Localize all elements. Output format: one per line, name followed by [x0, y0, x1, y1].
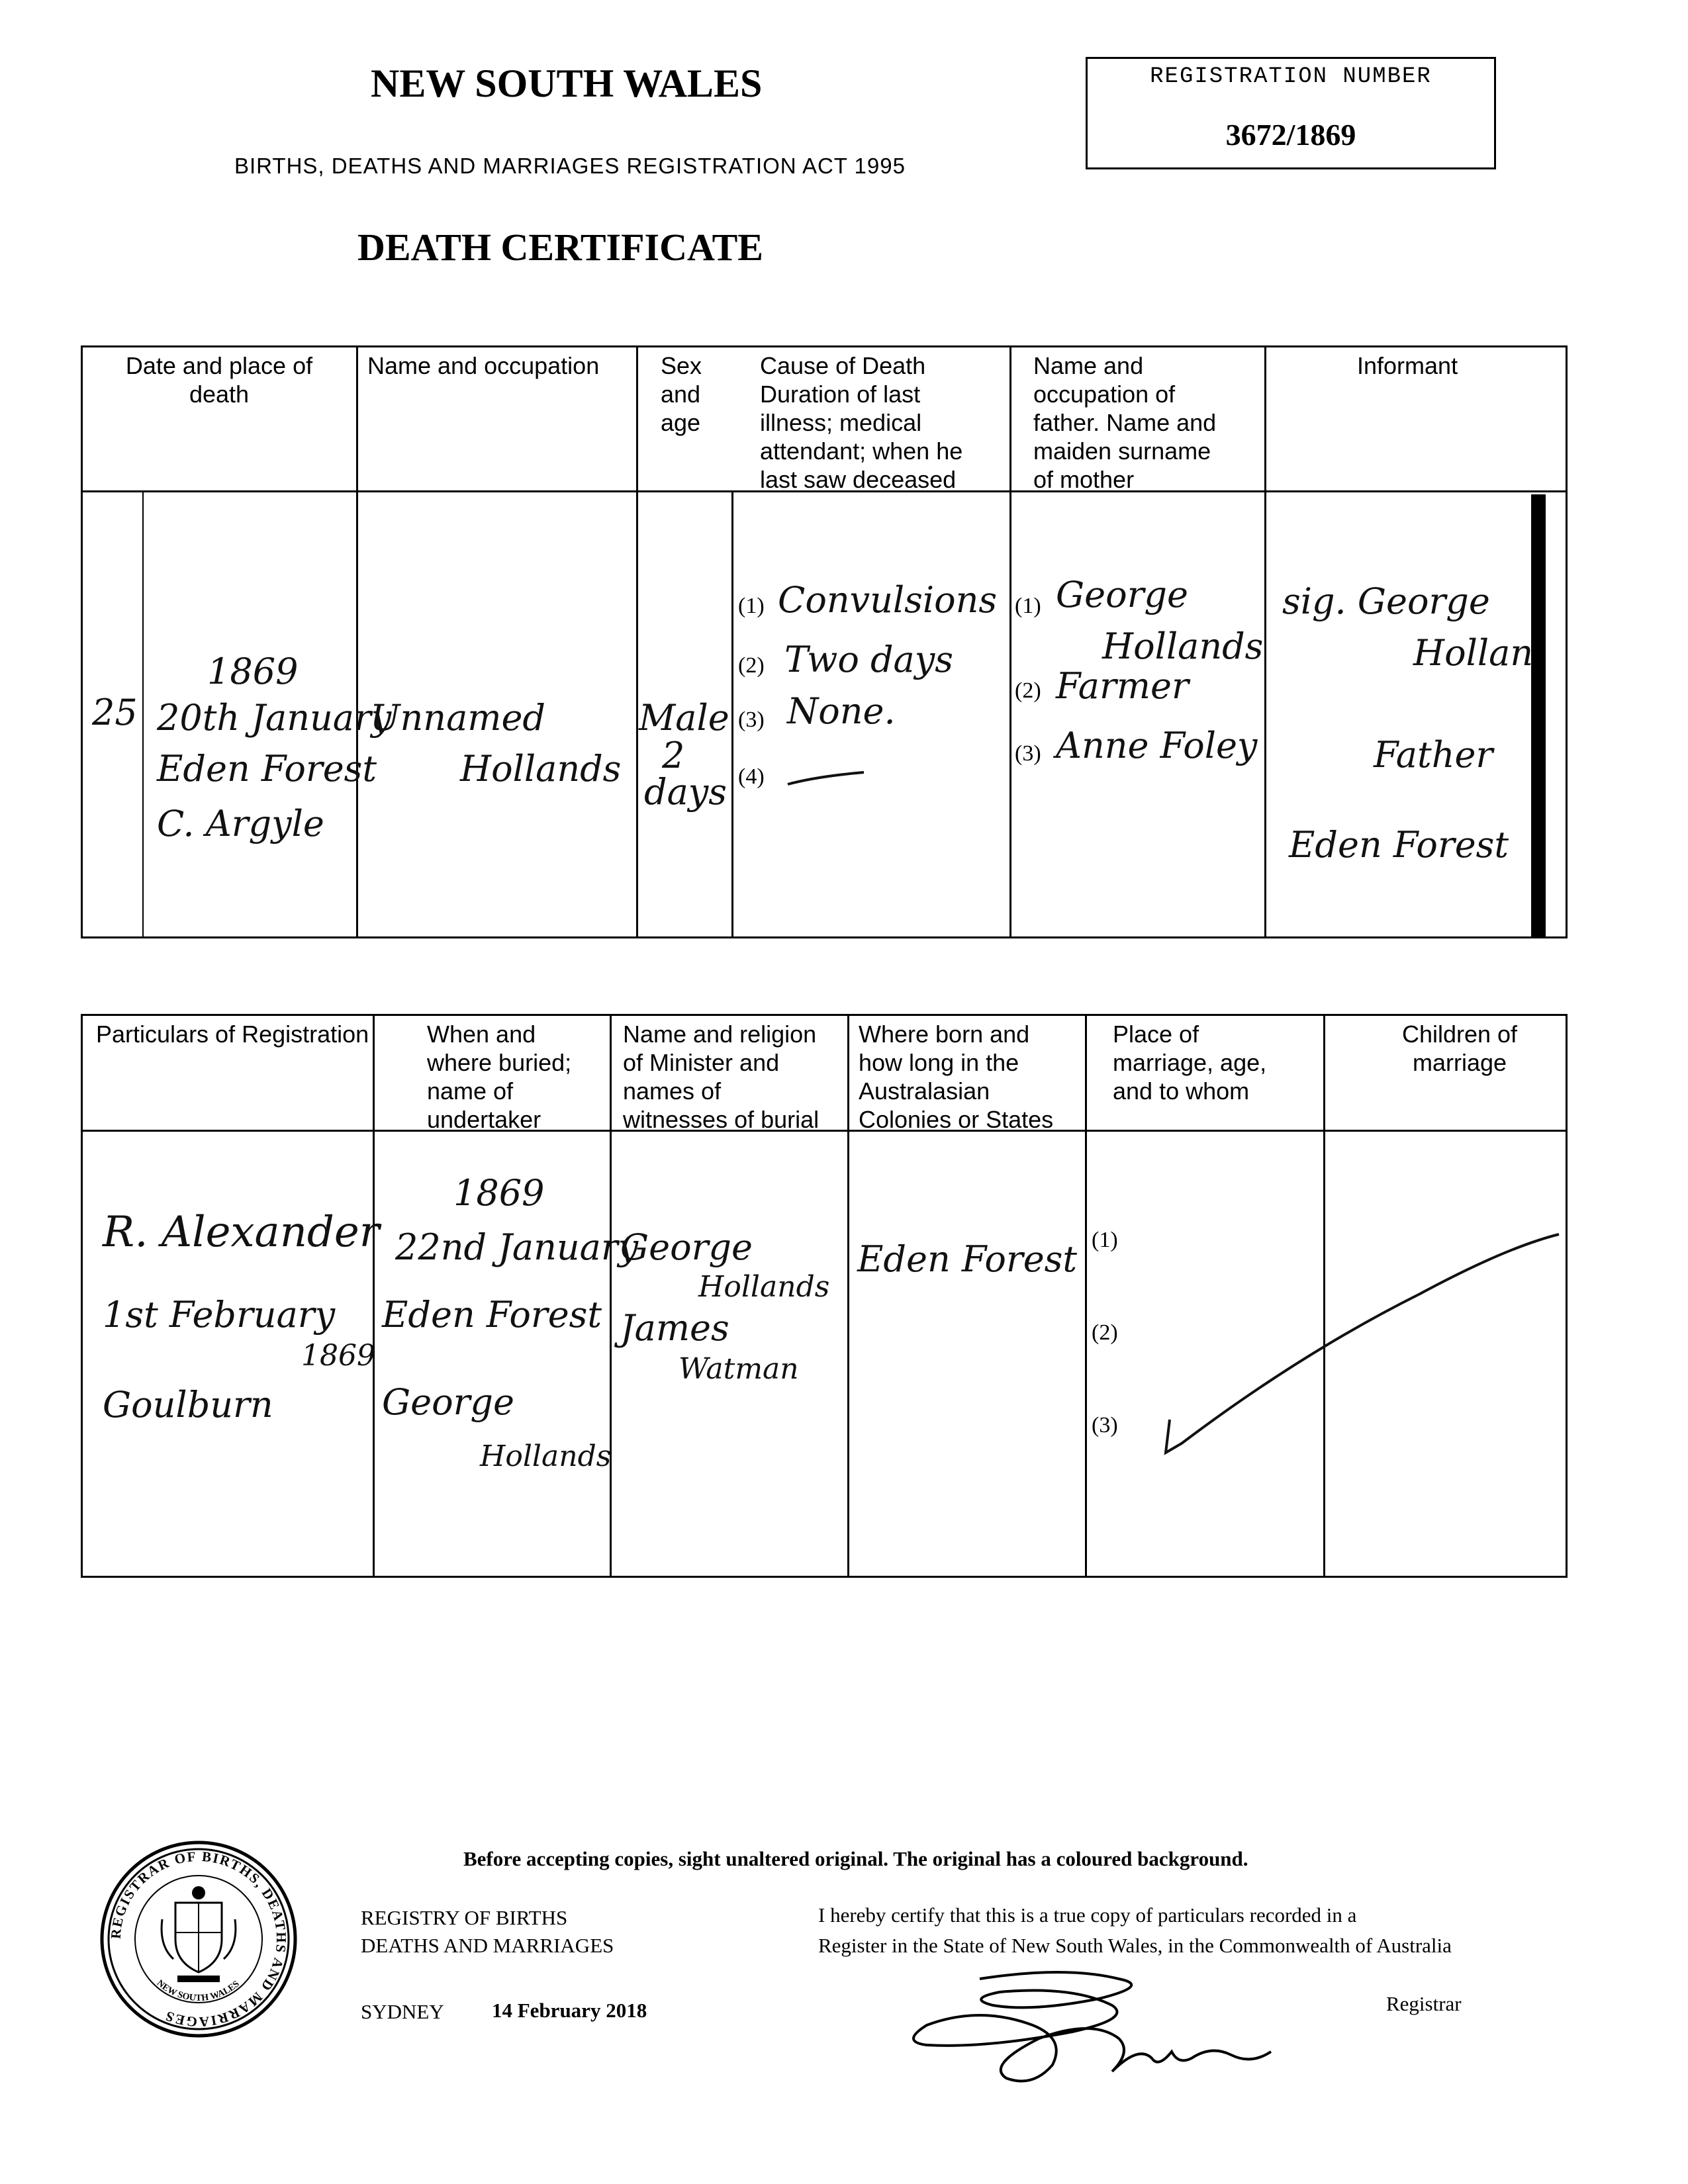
header-sex-age: Sex and age — [661, 352, 702, 436]
burial-year: 1869 — [453, 1172, 545, 1214]
column-divider — [731, 490, 733, 938]
margin-divider — [142, 490, 144, 938]
header-minister: Name and religion of Minister and names of witnesses of burial — [623, 1021, 820, 1133]
marriage-number-2: (2) — [1092, 1320, 1118, 1345]
marriage-number-3: (3) — [1092, 1413, 1118, 1437]
column-divider — [356, 347, 358, 938]
cause-of-death: Convulsions — [778, 579, 998, 621]
registration-number: 3672/1869 — [1225, 118, 1356, 152]
certification-line-1: I hereby certify that this is a true copy of particulars recorded in a — [818, 1903, 1357, 1927]
deceased-age-unit: days — [644, 771, 727, 813]
authenticity-notice: Before accepting copies, sight unaltered original. The original has a coloured background. — [463, 1847, 1248, 1870]
header-name-occupation: Name and occupation — [367, 352, 600, 379]
column-divider — [1264, 347, 1266, 938]
header-cause-of-death: Cause of Death Duration of last illness; medical attendant; when he last saw deceased — [760, 352, 963, 493]
father-occupation: Farmer — [1056, 665, 1189, 707]
state-title: NEW SOUTH WALES — [371, 62, 763, 105]
header-birthplace: Where born and how long in the Australasian Colonies or States — [859, 1021, 1054, 1133]
binding-edge — [1531, 494, 1546, 938]
act-title: BIRTHS, DEATHS AND MARRIAGES REGISTRATION ACT 1995 — [234, 154, 906, 178]
cause-number-2: (2) — [738, 653, 765, 678]
header-informant: Informant — [1357, 352, 1458, 379]
deceased-sex: Male — [639, 697, 729, 739]
cause-number-4: (4) — [738, 764, 765, 789]
death-year: 1869 — [207, 651, 299, 692]
father-number-1: (1) — [1015, 594, 1041, 618]
undertaker-name-1: George — [382, 1381, 514, 1423]
burial-date: 22nd January — [395, 1226, 639, 1268]
header-particulars: Particulars of Registration — [96, 1021, 369, 1048]
registry-line-2: DEATHS AND MARRIAGES — [361, 1934, 614, 1957]
burial-place: Eden Forest — [382, 1294, 602, 1336]
header-father-mother: Name and occupation of father. Name and maiden surname of mother — [1033, 352, 1217, 493]
deceased-name-2: Hollands — [460, 748, 622, 790]
father-surname: Hollands — [1102, 625, 1264, 667]
registry-line-1: REGISTRY OF BIRTHS — [361, 1906, 568, 1929]
registration-year: 1869 — [301, 1339, 375, 1373]
death-place-2: C. Argyle — [157, 803, 324, 844]
medical-attendant: None. — [787, 690, 896, 732]
certification-line-2: Register in the State of New South Wales, in the Commonwealth of Australia — [818, 1934, 1452, 1957]
dash-mark — [784, 758, 870, 791]
informant-relation: Father — [1374, 734, 1493, 776]
father-first-name: George — [1056, 574, 1188, 615]
informant-name-2: Hollan — [1413, 632, 1534, 674]
father-number-2: (2) — [1015, 678, 1041, 703]
witness-1-surname: Hollands — [698, 1270, 830, 1304]
witness-1-first: George — [620, 1226, 753, 1268]
registration-number-label: REGISTRATION NUMBER — [1150, 64, 1432, 89]
death-place-1: Eden Forest — [157, 748, 377, 790]
column-divider — [373, 1016, 375, 1578]
registrar-signature — [900, 1959, 1311, 2091]
death-particulars-table — [81, 345, 1568, 938]
cause-number-3: (3) — [738, 707, 765, 732]
header-date-place: Date and place of death — [125, 352, 313, 408]
svg-text:NEW SOUTH WALES: NEW SOUTH WALES — [154, 1978, 242, 2003]
registration-date: 1st February — [103, 1294, 336, 1336]
undertaker-name-2: Hollands — [480, 1439, 612, 1473]
birthplace: Eden Forest — [857, 1238, 1078, 1280]
father-number-3: (3) — [1015, 741, 1041, 766]
column-divider — [1085, 1016, 1087, 1578]
cancellation-stroke — [1135, 1188, 1566, 1466]
death-date: 20th January — [157, 697, 392, 739]
column-divider — [1009, 347, 1011, 938]
column-divider — [610, 1016, 612, 1578]
witness-2-surname: Watman — [679, 1352, 799, 1386]
mother-name: Anne Foley — [1056, 725, 1258, 766]
header-divider — [83, 1130, 1566, 1132]
deceased-name-1: Unnamed — [370, 697, 545, 739]
column-divider — [847, 1016, 849, 1578]
cause-number-1: (1) — [738, 594, 765, 618]
certificate-title: DEATH CERTIFICATE — [357, 226, 763, 269]
registration-particulars-table — [81, 1014, 1568, 1578]
deceased-age-number: 2 — [662, 735, 685, 776]
registrar-seal — [99, 1840, 298, 2038]
issuing-city: SYDNEY — [361, 2000, 444, 2023]
registration-number-box — [1086, 57, 1496, 169]
informant-residence: Eden Forest — [1289, 824, 1509, 866]
header-children: Children of marriage — [1401, 1021, 1518, 1076]
informant-name-1: sig. George — [1282, 580, 1490, 622]
column-divider — [636, 347, 638, 938]
marriage-number-1: (1) — [1092, 1228, 1118, 1252]
registrar-name: R. Alexander — [103, 1208, 380, 1257]
illness-duration: Two days — [784, 639, 953, 680]
issue-date: 14 February 2018 — [492, 1999, 647, 2022]
svg-text:REGISTRAR OF BIRTHS, DEATHS AN: REGISTRAR OF BIRTHS, DEATHS AND MARRIAGES — [107, 1848, 290, 2030]
entry-number: 25 — [92, 692, 138, 733]
registrar-label: Registrar — [1386, 1992, 1462, 2015]
registration-place: Goulburn — [103, 1384, 273, 1426]
header-burial: When and where buried; name of undertaker — [427, 1021, 572, 1133]
header-marriage: Place of marriage, age, and to whom — [1113, 1021, 1267, 1105]
witness-2-first: James — [620, 1307, 729, 1349]
